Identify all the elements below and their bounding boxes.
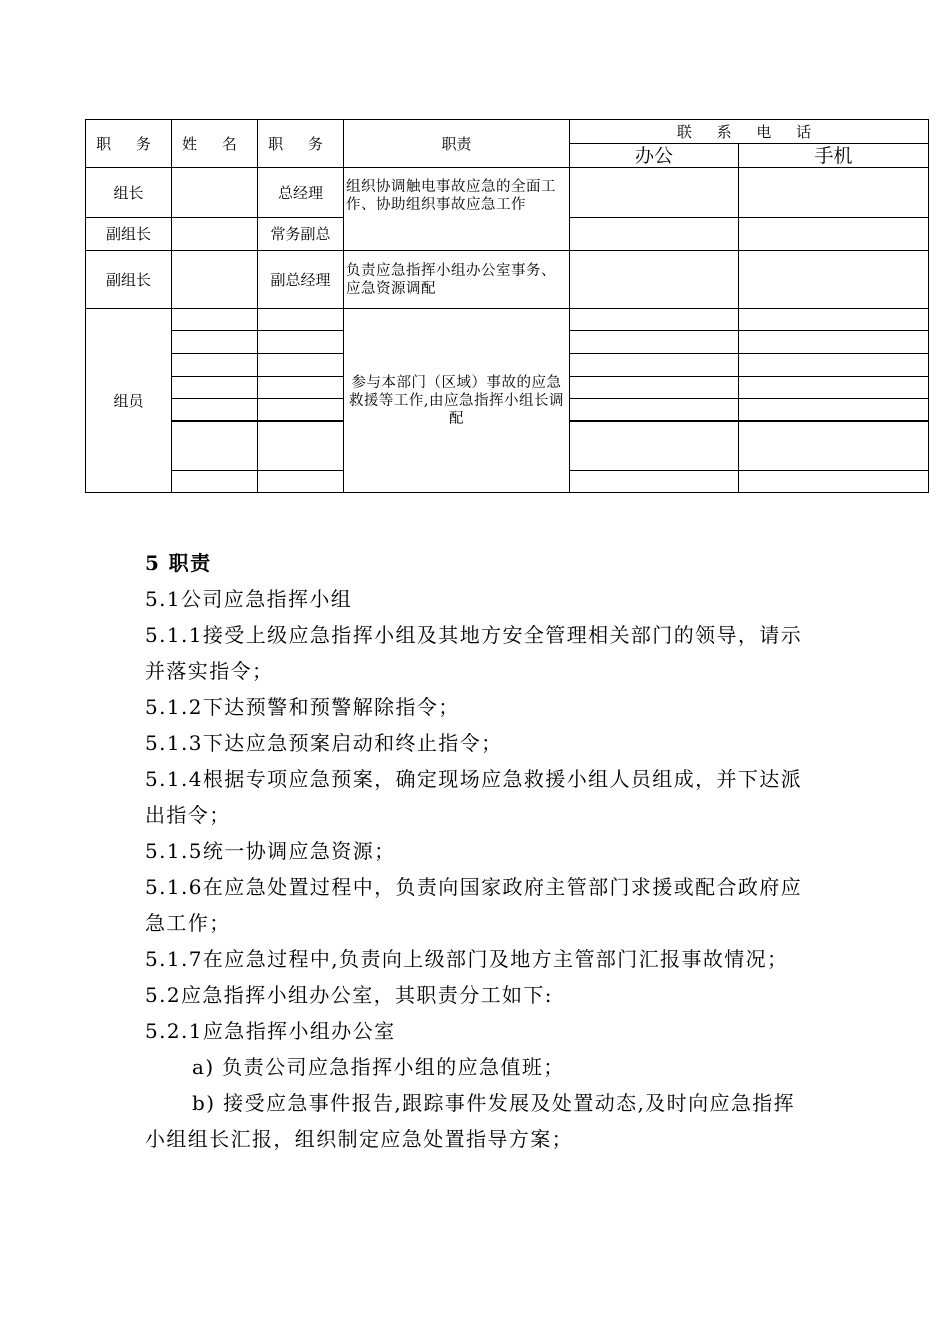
cell-office xyxy=(570,422,739,471)
paragraph: 5.1.6在应急处置过程中，负责向国家政府主管部门求援或配合政府应急工作； xyxy=(145,875,803,935)
cell-title xyxy=(258,422,344,471)
cell-name xyxy=(172,377,258,399)
emergency-team-table xyxy=(85,119,929,493)
section-heading: 5 职责 xyxy=(145,551,212,575)
cell-position: 组长 xyxy=(86,168,172,218)
cell-duty-deputy: 负责应急指挥小组办公室事务、应急资源调配 xyxy=(344,251,570,309)
cell-title xyxy=(258,377,344,399)
table-row xyxy=(86,251,929,309)
cell-mobile xyxy=(739,218,929,251)
table-row xyxy=(86,168,929,218)
cell-mobile xyxy=(739,251,929,309)
paragraph: 5.2应急指挥小组办公室，其职责分工如下: xyxy=(145,983,553,1007)
cell-mobile xyxy=(739,354,929,377)
cell-mobile xyxy=(739,168,929,218)
cell-position: 组员 xyxy=(86,309,172,493)
cell-title xyxy=(258,354,344,377)
cell-name xyxy=(172,218,258,251)
cell-office xyxy=(570,331,739,354)
paragraph: 5.1公司应急指挥小组 xyxy=(145,587,353,611)
paragraph: 5.1.2下达预警和预警解除指令； xyxy=(145,695,460,719)
cell-title xyxy=(258,309,344,331)
paragraph: 5.1.5统一协调应急资源； xyxy=(145,839,396,863)
duties-section xyxy=(145,545,815,1157)
cell-name xyxy=(172,331,258,354)
header-name: 姓 名 xyxy=(172,120,258,168)
cell-title xyxy=(258,471,344,493)
cell-position: 副组长 xyxy=(86,218,172,251)
cell-position: 副组长 xyxy=(86,251,172,309)
cell-office xyxy=(570,309,739,331)
paragraph: 5.1.1接受上级应急指挥小组及其地方安全管理相关部门的领导，请示并落实指令； xyxy=(145,623,803,683)
cell-duty-members: 参与本部门（区域）事故的应急救援等工作,由应急指挥小组长调配 xyxy=(344,309,570,493)
cell-name xyxy=(172,399,258,421)
cell-name xyxy=(172,168,258,218)
cell-name xyxy=(172,354,258,377)
cell-office xyxy=(570,399,739,421)
cell-mobile xyxy=(739,377,929,399)
paragraph: 5.1.7在应急过程中,负责向上级部门及地方主管部门汇报事故情况； xyxy=(145,947,789,971)
header-title: 职 务 xyxy=(258,120,344,168)
header-office: 办公 xyxy=(570,144,739,168)
list-item: b) 接受应急事件报告,跟踪事件发展及处置动态,及时向应急指挥小组组长汇报，组织制定应急处置指导方案； xyxy=(145,1091,796,1151)
header-contact: 联 系 电 话 xyxy=(570,120,929,144)
cell-name xyxy=(172,471,258,493)
cell-duty-leaders: 组织协调触电事故应急的全面工作、协助组织事故应急工作 xyxy=(344,168,570,251)
cell-mobile xyxy=(739,399,929,421)
paragraph: 5.1.4根据专项应急预案，确定现场应急救援小组人员组成，并下达派出指令； xyxy=(145,767,803,827)
list-item: a) 负责公司应急指挥小组的应急值班； xyxy=(192,1055,565,1079)
cell-office xyxy=(570,168,739,218)
cell-mobile xyxy=(739,331,929,354)
cell-name xyxy=(172,422,258,471)
cell-name xyxy=(172,251,258,309)
header-position: 职 务 xyxy=(86,120,172,168)
cell-office xyxy=(570,251,739,309)
cell-title xyxy=(258,331,344,354)
paragraph: 5.1.3下达应急预案启动和终止指令； xyxy=(145,731,503,755)
header-duty: 职责 xyxy=(344,120,570,168)
paragraph: 5.2.1应急指挥小组办公室 xyxy=(145,1019,396,1043)
cell-name xyxy=(172,309,258,331)
cell-title xyxy=(258,399,344,421)
table-row xyxy=(86,309,929,331)
cell-mobile xyxy=(739,309,929,331)
cell-office xyxy=(570,218,739,251)
cell-title: 副总经理 xyxy=(258,251,344,309)
cell-office xyxy=(570,354,739,377)
cell-mobile xyxy=(739,422,929,471)
cell-office xyxy=(570,377,739,399)
cell-title: 总经理 xyxy=(258,168,344,218)
cell-title: 常务副总 xyxy=(258,218,344,251)
cell-office xyxy=(570,471,739,493)
cell-mobile xyxy=(739,471,929,493)
header-mobile: 手机 xyxy=(739,144,929,168)
